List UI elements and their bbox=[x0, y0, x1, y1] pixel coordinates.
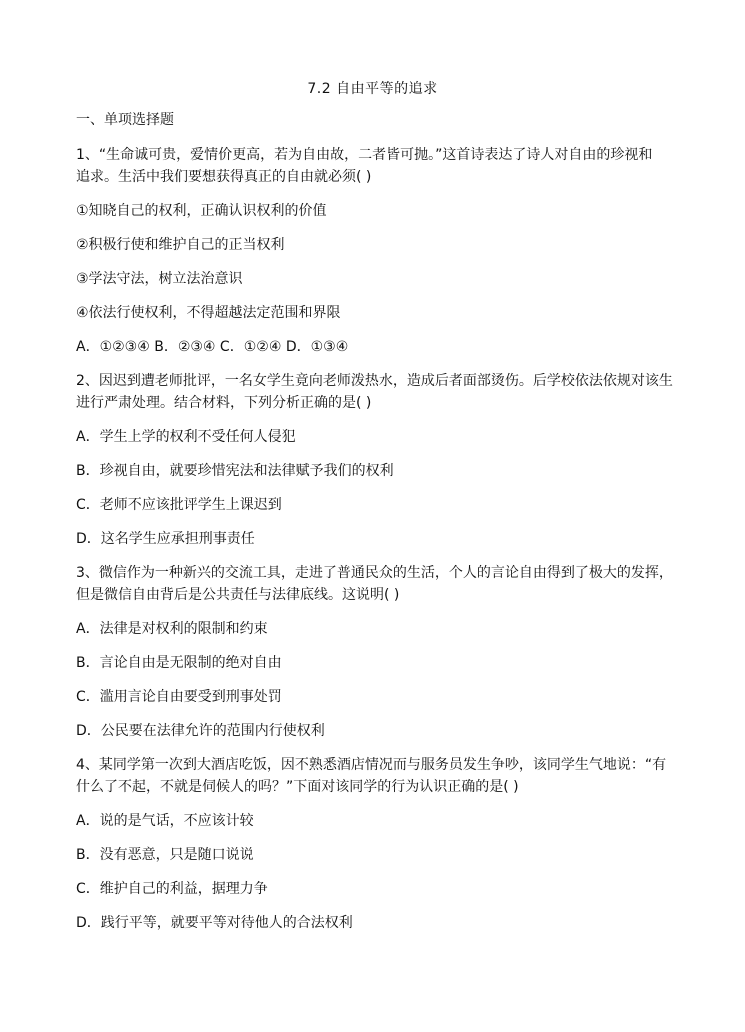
q3-option-a: A．法律是对权利的限制和约束 bbox=[76, 621, 268, 637]
q2-option-c: C．老师不应该批评学生上课迟到 bbox=[76, 497, 282, 513]
q2-stem-line1: 2、因迟到遭老师批评，一名女学生竟向老师泼热水，造成后者面部烫伤。后学校依法依规对该生 bbox=[76, 373, 673, 389]
q4-option-a: A．说的是气话，不应该计较 bbox=[76, 813, 254, 829]
q3-option-c: C．滥用言论自由要受到刑事处罚 bbox=[76, 689, 282, 705]
q1-options: A．①②③④ B．②③④ C．①②④ D．①③④ bbox=[76, 339, 349, 355]
q2-stem-line2: 进行严肃处理。结合材料，下列分析正确的是( ) bbox=[76, 395, 372, 411]
q3-stem-line2: 但是微信自由背后是公共责任与法律底线。这说明( ) bbox=[76, 587, 400, 603]
page-title: 7.2 自由平等的追求 bbox=[307, 81, 438, 97]
q4-option-b: B．没有恶意，只是随口说说 bbox=[76, 847, 254, 863]
q3-option-d: D．公民要在法律允许的范围内行使权利 bbox=[76, 723, 325, 739]
q3-stem-line1: 3、微信作为一种新兴的交流工具，走进了普通民众的生活，个人的言论自由得到了极大的发挥， bbox=[76, 565, 673, 581]
q3-option-b: B．言论自由是无限制的绝对自由 bbox=[76, 655, 282, 671]
q2-option-b: B．珍视自由，就要珍惜宪法和法律赋予我们的权利 bbox=[76, 463, 394, 479]
q1-stem-line2: 追求。生活中我们要想获得真正的自由就必须( ) bbox=[76, 169, 372, 185]
q4-option-d: D．践行平等，就要平等对待他人的合法权利 bbox=[76, 915, 353, 931]
section-heading: 一、单项选择题 bbox=[76, 112, 174, 128]
q1-item-4: ④依法行使权利，不得超越法定范围和界限 bbox=[76, 305, 341, 321]
q1-item-1: ①知晓自己的权利，正确认识权利的价值 bbox=[76, 203, 327, 219]
q1-item-2: ②积极行使和维护自己的正当权利 bbox=[76, 237, 285, 253]
q4-stem-line1: 4、某同学第一次到大酒店吃饭，因不熟悉酒店情况而与服务员发生争吵，该同学生气地说：“有 bbox=[76, 757, 667, 773]
q4-stem-line2: 什么了不起，不就是伺候人的吗？”下面对该同学的行为认识正确的是( ) bbox=[76, 779, 519, 795]
q1-stem-line1: 1、“生命诚可贵，爱情价更高，若为自由故，二者皆可抛。”这首诗表达了诗人对自由的珍视和 bbox=[76, 147, 653, 163]
q2-option-a: A．学生上学的权利不受任何人侵犯 bbox=[76, 429, 296, 445]
q1-item-3: ③学法守法，树立法治意识 bbox=[76, 271, 243, 287]
q2-option-d: D．这名学生应承担刑事责任 bbox=[76, 531, 255, 547]
q4-option-c: C．维护自己的利益，据理力争 bbox=[76, 881, 268, 897]
